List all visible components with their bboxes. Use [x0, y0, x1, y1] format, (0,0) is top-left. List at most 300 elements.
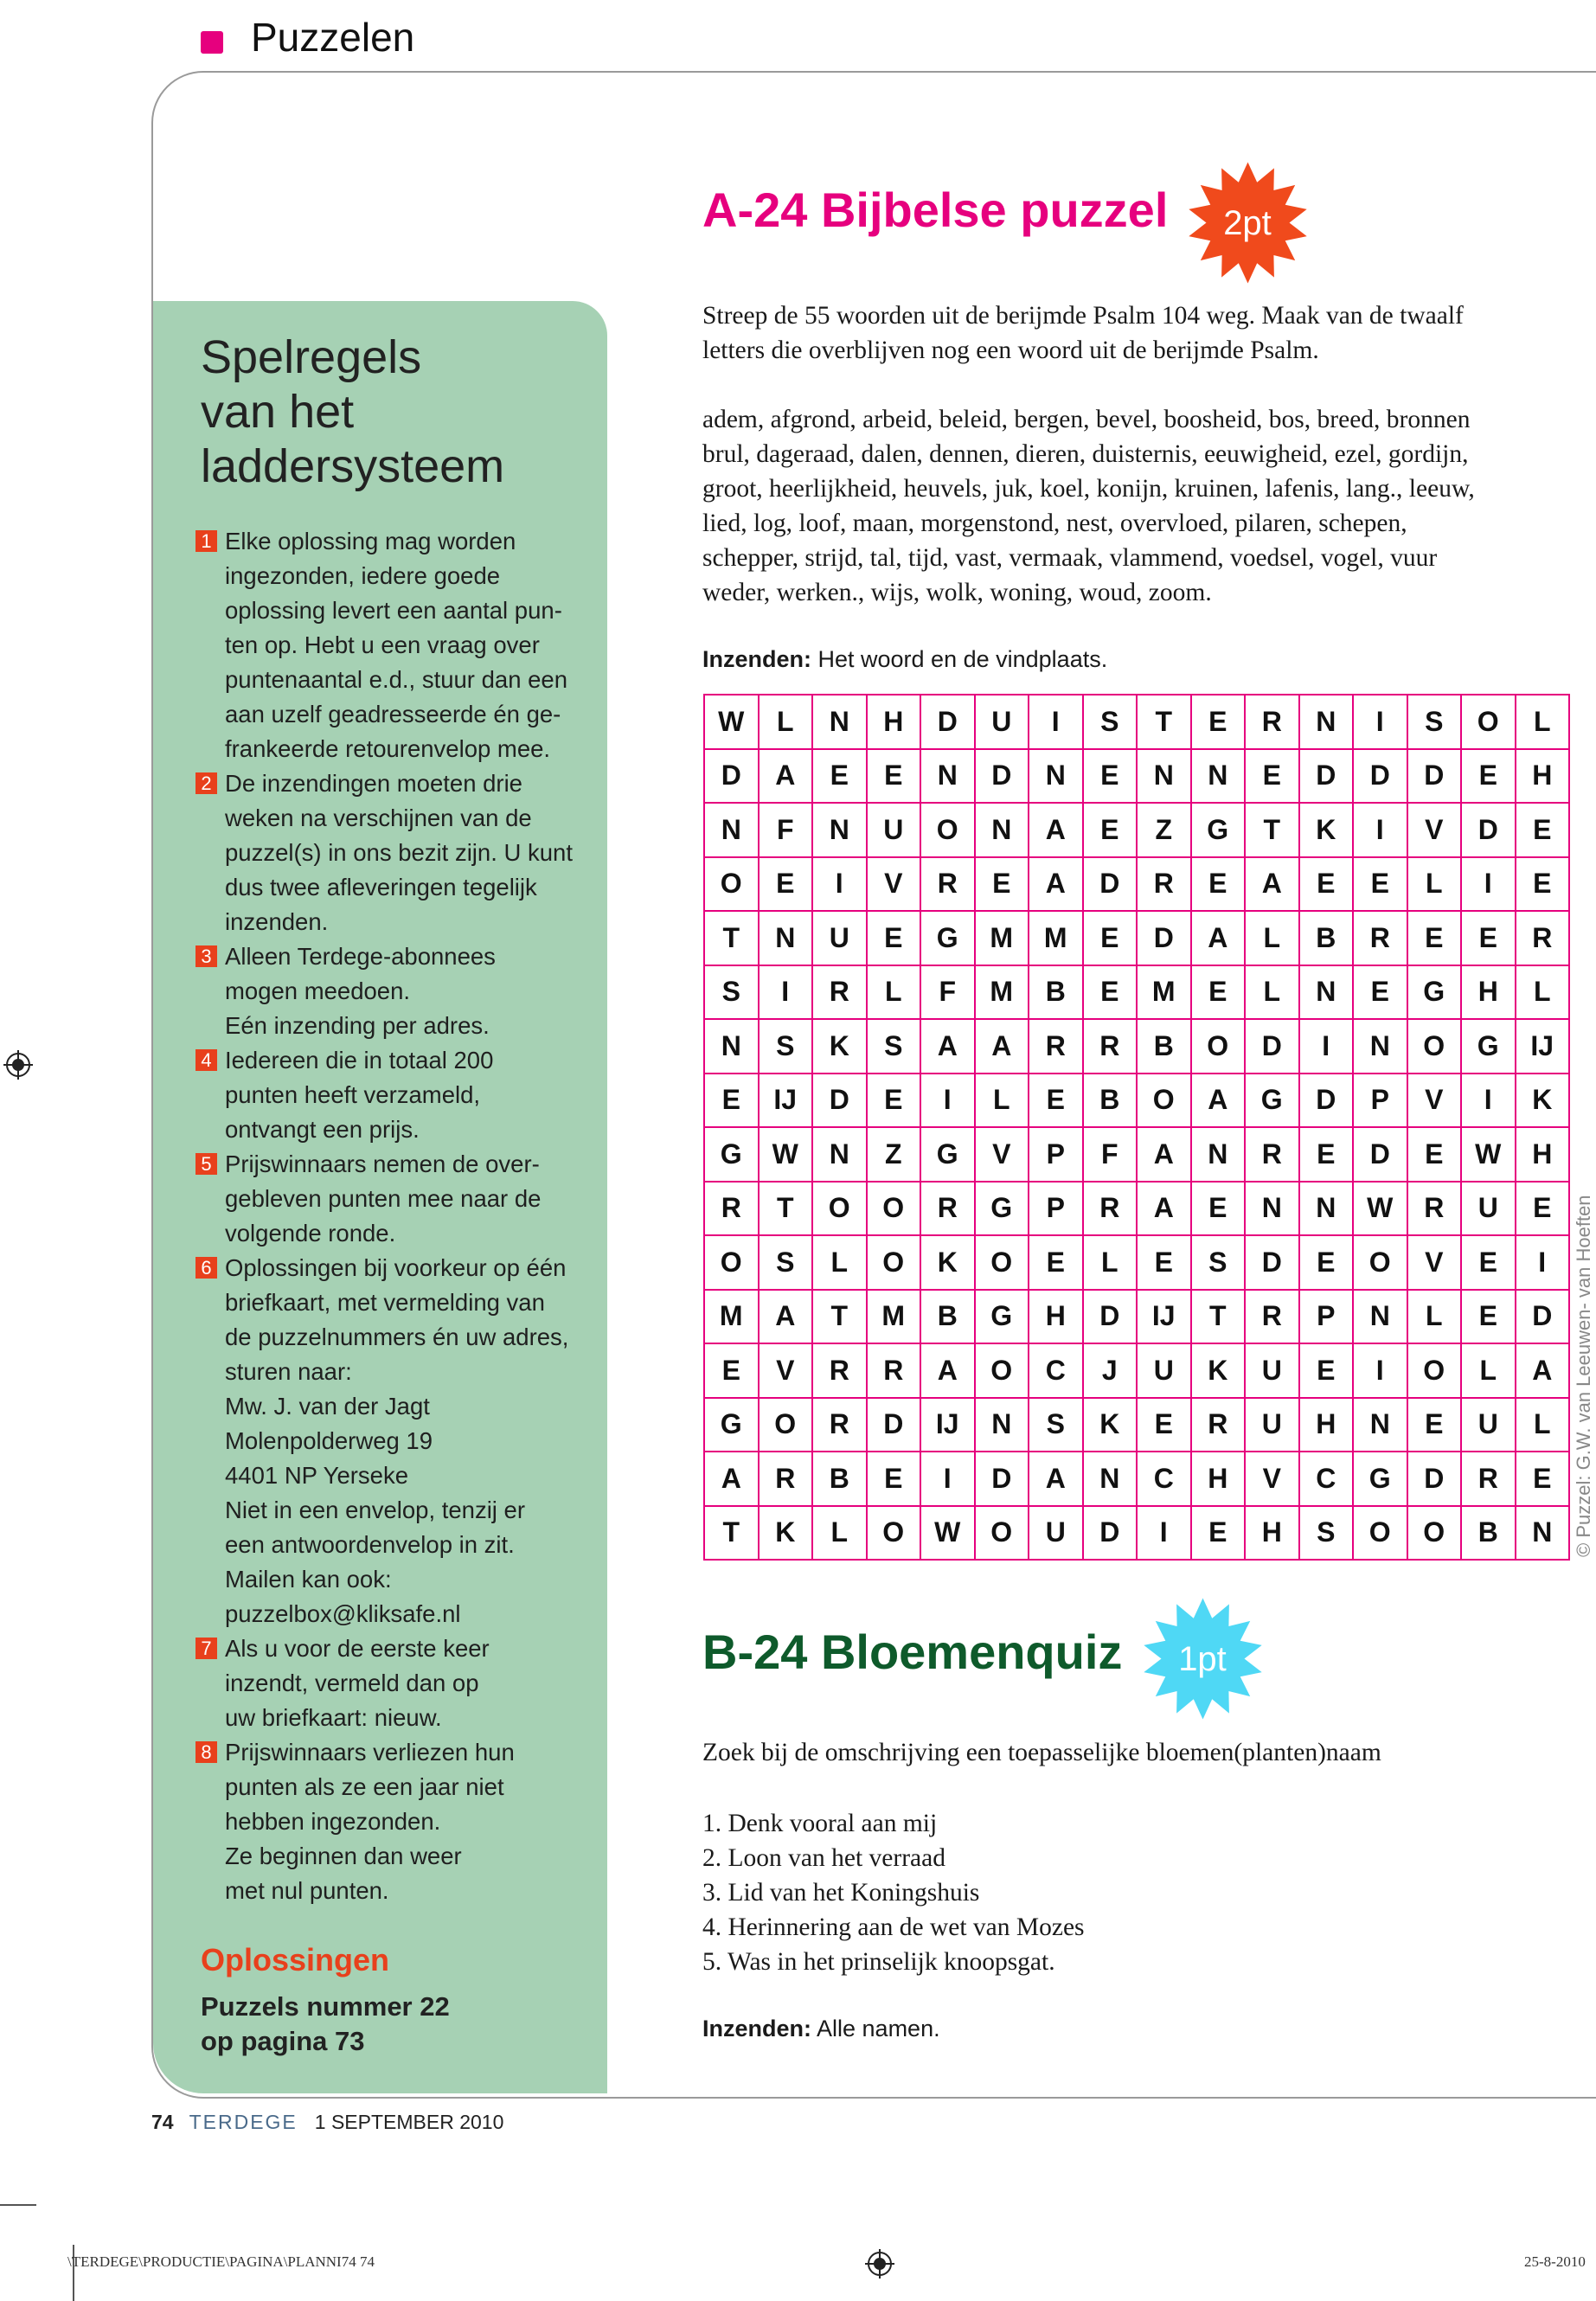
grid-cell[interactable]: A	[1516, 1343, 1570, 1398]
grid-row	[704, 1019, 1569, 1074]
grid-cell[interactable]: Z	[867, 1127, 921, 1182]
grid-cell[interactable]: E	[1191, 1182, 1246, 1236]
grid-cell[interactable]: IJ	[1137, 1290, 1191, 1344]
grid-cell[interactable]: A	[1137, 1127, 1191, 1182]
grid-cell[interactable]: P	[1299, 1290, 1354, 1344]
grid-cell[interactable]: R	[1245, 695, 1299, 749]
grid-cell[interactable]: G	[1245, 1074, 1299, 1128]
grid-cell[interactable]: W	[1353, 1182, 1407, 1236]
grid-cell[interactable]: U	[1461, 1398, 1516, 1452]
grid-row	[704, 857, 1569, 912]
grid-cell[interactable]: K	[1516, 1074, 1570, 1128]
grid-cell[interactable]: G	[704, 1398, 759, 1452]
sidebar-title-line: Spelregels	[201, 331, 422, 383]
rule-number: 5	[195, 1153, 217, 1175]
grid-cell[interactable]: V	[1407, 803, 1462, 857]
grid-cell[interactable]: O	[920, 803, 975, 857]
grid-cell[interactable]: D	[1407, 1452, 1462, 1506]
grid-cell[interactable]: F	[1083, 1127, 1138, 1182]
grid-cell[interactable]: M	[975, 965, 1029, 1020]
grid-cell[interactable]: N	[704, 803, 759, 857]
grid-cell[interactable]: S	[1299, 1506, 1354, 1561]
grid-row	[704, 1452, 1569, 1506]
grid-cell[interactable]: K	[759, 1506, 813, 1561]
grid-cell[interactable]: L	[812, 1235, 867, 1290]
grid-cell[interactable]: L	[1516, 695, 1570, 749]
grid-cell[interactable]: R	[920, 857, 975, 912]
rule-text-line: hebben ingezonden.	[225, 1808, 441, 1835]
grid-cell[interactable]: O	[812, 1182, 867, 1236]
grid-cell[interactable]: R	[1516, 911, 1570, 965]
rule-item	[195, 1735, 576, 1908]
grid-cell[interactable]: T	[1191, 1290, 1246, 1344]
grid-cell[interactable]: R	[812, 965, 867, 1020]
grid-cell[interactable]: E	[1299, 1127, 1354, 1182]
grid-cell[interactable]: N	[704, 1019, 759, 1074]
grid-cell[interactable]: H	[1245, 1506, 1299, 1561]
grid-cell[interactable]: D	[1245, 1019, 1299, 1074]
grid-cell[interactable]: O	[1191, 1019, 1246, 1074]
rule-text-line: uw briefkaart: nieuw.	[225, 1704, 442, 1731]
grid-cell[interactable]: L	[1083, 1235, 1138, 1290]
grid-cell[interactable]: E	[1029, 1235, 1083, 1290]
grid-cell[interactable]: I	[1137, 1506, 1191, 1561]
grid-cell[interactable]: O	[1407, 1506, 1462, 1561]
grid-cell[interactable]: B	[812, 1452, 867, 1506]
grid-cell[interactable]: S	[1083, 695, 1138, 749]
grid-cell[interactable]: G	[1353, 1452, 1407, 1506]
grid-cell[interactable]: L	[759, 695, 813, 749]
grid-cell[interactable]: S	[1029, 1398, 1083, 1452]
grid-cell[interactable]: E	[867, 749, 921, 804]
grid-cell[interactable]: T	[812, 1290, 867, 1344]
grid-cell[interactable]: A	[1191, 1074, 1246, 1128]
grid-cell[interactable]: A	[920, 1019, 975, 1074]
grid-cell[interactable]: U	[1029, 1506, 1083, 1561]
grid-cell[interactable]: H	[1299, 1398, 1354, 1452]
grid-cell[interactable]: L	[1245, 911, 1299, 965]
grid-cell[interactable]: M	[704, 1290, 759, 1344]
grid-cell[interactable]: A	[1245, 857, 1299, 912]
puzzle-b-inzenden	[702, 2016, 940, 2042]
grid-cell[interactable]: I	[1299, 1019, 1354, 1074]
rule-text-line: Elke oplossing mag worden	[225, 528, 516, 554]
registration-mark-icon	[3, 1050, 33, 1080]
grid-cell[interactable]: C	[1299, 1452, 1354, 1506]
rule-text-line: inzenden.	[225, 908, 329, 935]
grid-cell[interactable]: E	[867, 1074, 921, 1128]
grid-cell[interactable]: O	[1137, 1074, 1191, 1128]
grid-cell[interactable]: E	[1407, 1398, 1462, 1452]
grid-cell[interactable]: E	[704, 1074, 759, 1128]
grid-cell[interactable]: U	[867, 803, 921, 857]
grid-cell[interactable]: B	[1461, 1506, 1516, 1561]
grid-cell[interactable]: L	[1407, 857, 1462, 912]
grid-cell[interactable]: R	[1137, 857, 1191, 912]
grid-cell[interactable]: E	[1191, 965, 1246, 1020]
grid-cell[interactable]: G	[704, 1127, 759, 1182]
grid-cell[interactable]: R	[1245, 1127, 1299, 1182]
grid-cell[interactable]: E	[1516, 1452, 1570, 1506]
grid-cell[interactable]: E	[1299, 1343, 1354, 1398]
grid-cell[interactable]: I	[920, 1452, 975, 1506]
grid-cell[interactable]: O	[704, 857, 759, 912]
grid-cell[interactable]: C	[1137, 1452, 1191, 1506]
grid-cell[interactable]: O	[975, 1506, 1029, 1561]
quiz-item: 1. Denk vooral aan mij	[702, 1810, 938, 1837]
grid-cell[interactable]: N	[1516, 1506, 1570, 1561]
grid-cell[interactable]: T	[704, 1506, 759, 1561]
grid-cell[interactable]: S	[1191, 1235, 1246, 1290]
grid-cell[interactable]: E	[1137, 1235, 1191, 1290]
rule-text-line: volgende ronde.	[225, 1220, 396, 1247]
grid-cell[interactable]: O	[1353, 1506, 1407, 1561]
grid-cell[interactable]: B	[920, 1290, 975, 1344]
grid-cell[interactable]: E	[1245, 749, 1299, 804]
grid-cell[interactable]: E	[1299, 857, 1354, 912]
grid-cell[interactable]: H	[1029, 1290, 1083, 1344]
grid-cell[interactable]: E	[1353, 857, 1407, 912]
grid-cell[interactable]: O	[759, 1398, 813, 1452]
grid-cell[interactable]: E	[812, 749, 867, 804]
grid-cell[interactable]: M	[1137, 965, 1191, 1020]
grid-cell[interactable]: A	[1191, 911, 1246, 965]
grid-cell[interactable]: O	[867, 1182, 921, 1236]
word-list-line: lied, log, loof, maan, morgenstond, nest, overvloed, pilaren, schepen,	[702, 510, 1407, 537]
grid-cell[interactable]: N	[920, 749, 975, 804]
grid-cell[interactable]: E	[1137, 1398, 1191, 1452]
grid-cell[interactable]: I	[920, 1074, 975, 1128]
grid-cell[interactable]: N	[1353, 1019, 1407, 1074]
grid-cell[interactable]: I	[1461, 1074, 1516, 1128]
grid-cell[interactable]: M	[975, 911, 1029, 965]
grid-cell[interactable]: G	[975, 1290, 1029, 1344]
grid-cell[interactable]: A	[759, 1290, 813, 1344]
grid-cell[interactable]: R	[1245, 1290, 1299, 1344]
rule-text-line: Molenpolderweg 19	[225, 1427, 433, 1454]
grid-cell[interactable]: R	[759, 1452, 813, 1506]
grid-cell[interactable]: D	[1299, 749, 1354, 804]
grid-cell[interactable]: O	[975, 1235, 1029, 1290]
grid-cell[interactable]: H	[1516, 1127, 1570, 1182]
section-title: Puzzelen	[251, 15, 415, 60]
grid-cell[interactable]: W	[704, 695, 759, 749]
grid-cell[interactable]: D	[1353, 749, 1407, 804]
grid-cell[interactable]: O	[867, 1235, 921, 1290]
grid-cell[interactable]: U	[1137, 1343, 1191, 1398]
grid-cell[interactable]: B	[1083, 1074, 1138, 1128]
grid-cell[interactable]: O	[1407, 1343, 1462, 1398]
grid-cell[interactable]: D	[1353, 1127, 1407, 1182]
grid-cell[interactable]: L	[1516, 1398, 1570, 1452]
grid-cell[interactable]: D	[920, 695, 975, 749]
grid-cell[interactable]: S	[759, 1235, 813, 1290]
grid-cell[interactable]: E	[867, 1452, 921, 1506]
print-date: 25-8-2010	[1524, 2253, 1586, 2270]
grid-cell[interactable]: E	[1353, 965, 1407, 1020]
grid-cell[interactable]: D	[975, 749, 1029, 804]
grid-cell[interactable]: N	[1191, 749, 1246, 804]
grid-cell[interactable]: W	[920, 1506, 975, 1561]
grid-cell[interactable]: B	[1029, 965, 1083, 1020]
grid-row	[704, 1235, 1569, 1290]
grid-cell[interactable]: E	[759, 857, 813, 912]
grid-cell[interactable]: E	[1461, 911, 1516, 965]
grid-cell[interactable]: N	[1353, 1398, 1407, 1452]
grid-cell[interactable]: V	[759, 1343, 813, 1398]
grid-cell[interactable]: I	[1353, 695, 1407, 749]
rule-text-line: de puzzelnummers én uw adres,	[225, 1324, 569, 1350]
grid-cell[interactable]: F	[920, 965, 975, 1020]
grid-cell[interactable]: P	[1353, 1074, 1407, 1128]
rule-text-line: Ze beginnen dan weer	[225, 1843, 462, 1869]
grid-cell[interactable]: I	[759, 965, 813, 1020]
grid-cell[interactable]: I	[1461, 857, 1516, 912]
grid-cell[interactable]: J	[1083, 1343, 1138, 1398]
grid-cell[interactable]: G	[1461, 1019, 1516, 1074]
grid-cell[interactable]: T	[1137, 695, 1191, 749]
grid-cell[interactable]: R	[812, 1398, 867, 1452]
grid-cell[interactable]: R	[1191, 1398, 1246, 1452]
grid-cell[interactable]: E	[1516, 1182, 1570, 1236]
grid-cell[interactable]: D	[1516, 1290, 1570, 1344]
grid-cell[interactable]: A	[1029, 857, 1083, 912]
grid-cell[interactable]: E	[1461, 1235, 1516, 1290]
grid-cell[interactable]: M	[1029, 911, 1083, 965]
grid-cell[interactable]: D	[1245, 1235, 1299, 1290]
grid-cell[interactable]: D	[1083, 1506, 1138, 1561]
grid-cell[interactable]: E	[1516, 803, 1570, 857]
grid-cell[interactable]: V	[1245, 1452, 1299, 1506]
grid-cell[interactable]: S	[759, 1019, 813, 1074]
grid-cell[interactable]: D	[975, 1452, 1029, 1506]
grid-cell[interactable]: G	[1191, 803, 1246, 857]
grid-cell[interactable]: O	[867, 1506, 921, 1561]
grid-cell[interactable]: U	[1461, 1182, 1516, 1236]
grid-cell[interactable]: H	[1191, 1452, 1246, 1506]
grid-cell[interactable]: E	[975, 857, 1029, 912]
grid-cell[interactable]: R	[1029, 1019, 1083, 1074]
grid-cell[interactable]: T	[1245, 803, 1299, 857]
grid-cell[interactable]: H	[867, 695, 921, 749]
grid-cell[interactable]: N	[1191, 1127, 1246, 1182]
grid-cell[interactable]: I	[1353, 803, 1407, 857]
grid-cell[interactable]: K	[1191, 1343, 1246, 1398]
grid-cell[interactable]: U	[975, 695, 1029, 749]
puzzle-a-title: A-24 Bijbelse puzzel	[702, 183, 1169, 237]
grid-cell[interactable]: N	[1137, 749, 1191, 804]
grid-cell[interactable]: I	[812, 857, 867, 912]
grid-cell[interactable]: E	[704, 1343, 759, 1398]
grid-cell[interactable]: R	[704, 1182, 759, 1236]
grid-cell[interactable]: D	[867, 1398, 921, 1452]
grid-cell[interactable]: E	[1191, 857, 1246, 912]
grid-cell[interactable]: M	[867, 1290, 921, 1344]
grid-cell[interactable]: S	[867, 1019, 921, 1074]
grid-cell[interactable]: R	[1083, 1019, 1138, 1074]
grid-cell[interactable]: E	[1299, 1235, 1354, 1290]
grid-cell[interactable]: N	[1299, 1182, 1354, 1236]
grid-cell[interactable]: E	[1083, 911, 1138, 965]
grid-cell[interactable]: G	[920, 911, 975, 965]
grid-cell[interactable]: D	[1083, 1290, 1138, 1344]
grid-cell[interactable]: R	[1353, 911, 1407, 965]
grid-cell[interactable]: IJ	[920, 1398, 975, 1452]
grid-cell[interactable]: O	[975, 1343, 1029, 1398]
grid-cell[interactable]: V	[1407, 1235, 1462, 1290]
grid-row	[704, 1074, 1569, 1128]
grid-cell[interactable]: P	[1029, 1127, 1083, 1182]
puzzle-b-questions	[702, 1806, 1085, 1979]
grid-cell[interactable]: C	[1029, 1343, 1083, 1398]
grid-cell[interactable]: A	[704, 1452, 759, 1506]
grid-cell[interactable]: E	[1083, 803, 1138, 857]
grid-cell[interactable]: F	[759, 803, 813, 857]
grid-cell[interactable]: K	[920, 1235, 975, 1290]
grid-cell[interactable]: N	[812, 803, 867, 857]
grid-cell[interactable]: W	[759, 1127, 813, 1182]
grid-cell[interactable]: S	[1407, 695, 1462, 749]
issue-date: 1 SEPTEMBER 2010	[314, 2111, 504, 2133]
grid-cell[interactable]: Z	[1137, 803, 1191, 857]
grid-cell[interactable]: N	[1083, 1452, 1138, 1506]
rule-text-line: gebleven punten mee naar de	[225, 1185, 542, 1212]
grid-cell[interactable]: W	[1461, 1127, 1516, 1182]
grid-cell[interactable]: I	[1353, 1343, 1407, 1398]
grid-cell[interactable]: S	[704, 965, 759, 1020]
grid-cell[interactable]: A	[1029, 1452, 1083, 1506]
grid-cell[interactable]: D	[704, 749, 759, 804]
grid-cell[interactable]: I	[1516, 1235, 1570, 1290]
grid-cell[interactable]: R	[812, 1343, 867, 1398]
grid-cell[interactable]: L	[1461, 1343, 1516, 1398]
rule-number: 1	[195, 530, 217, 552]
grid-cell[interactable]: L	[1407, 1290, 1462, 1344]
grid-cell[interactable]: I	[1029, 695, 1083, 749]
grid-cell[interactable]: A	[759, 749, 813, 804]
grid-cell[interactable]: N	[975, 1398, 1029, 1452]
grid-cell[interactable]: N	[975, 803, 1029, 857]
grid-cell[interactable]: IJ	[759, 1074, 813, 1128]
rule-number: 6	[195, 1257, 217, 1279]
grid-cell[interactable]: O	[704, 1235, 759, 1290]
inzenden-label: Inzenden:	[702, 646, 811, 672]
grid-cell[interactable]: G	[975, 1182, 1029, 1236]
grid-cell[interactable]: A	[920, 1343, 975, 1398]
grid-cell[interactable]: E	[1191, 1506, 1246, 1561]
grid-cell[interactable]: K	[812, 1019, 867, 1074]
grid-cell[interactable]: N	[1299, 695, 1354, 749]
grid-cell[interactable]: E	[1461, 749, 1516, 804]
grid-cell[interactable]: U	[1245, 1343, 1299, 1398]
sidebar-title-line: van het	[201, 386, 355, 438]
puzzle-a-points: 2pt	[1223, 204, 1272, 242]
grid-cell[interactable]: E	[1407, 911, 1462, 965]
grid-cell[interactable]: R	[1407, 1182, 1462, 1236]
grid-cell[interactable]: L	[1516, 965, 1570, 1020]
quiz-item: 5. Was in het prinselijk knoopsgat.	[702, 1948, 1055, 1976]
grid-cell[interactable]: K	[1299, 803, 1354, 857]
puzzle-b-points-badge	[1140, 1596, 1266, 1721]
oplossingen-reference	[201, 1990, 450, 2059]
grid-cell[interactable]: U	[1245, 1398, 1299, 1452]
grid-cell[interactable]: U	[812, 911, 867, 965]
grid-cell[interactable]: E	[1083, 749, 1138, 804]
grid-cell[interactable]: N	[1353, 1290, 1407, 1344]
grid-cell[interactable]: E	[867, 911, 921, 965]
grid-cell[interactable]: H	[1461, 965, 1516, 1020]
grid-cell[interactable]: O	[1461, 695, 1516, 749]
grid-cell[interactable]: D	[1083, 857, 1138, 912]
grid-cell[interactable]: E	[1516, 857, 1570, 912]
grid-cell[interactable]: B	[1299, 911, 1354, 965]
quiz-item: 2. Loon van het verraad	[702, 1844, 945, 1872]
grid-cell[interactable]: A	[1137, 1182, 1191, 1236]
grid-cell[interactable]: V	[867, 857, 921, 912]
section-marker	[201, 31, 223, 54]
grid-cell[interactable]: R	[1461, 1452, 1516, 1506]
rule-text-line: Niet in een envelop, tenzij er	[225, 1497, 526, 1523]
grid-cell[interactable]: N	[759, 911, 813, 965]
grid-cell[interactable]: D	[1137, 911, 1191, 965]
grid-cell[interactable]: L	[867, 965, 921, 1020]
grid-cell[interactable]: B	[1137, 1019, 1191, 1074]
grid-cell[interactable]: K	[1083, 1398, 1138, 1452]
grid-cell[interactable]: T	[759, 1182, 813, 1236]
puzzle-a-inzenden	[702, 646, 1107, 673]
grid-cell[interactable]: L	[1245, 965, 1299, 1020]
rule-text-line: Alleen Terdege-abonnees	[225, 943, 496, 970]
rule-text-line: Als u voor de eerste keer	[225, 1635, 490, 1662]
grid-cell[interactable]: D	[1461, 803, 1516, 857]
grid-cell[interactable]: H	[1516, 749, 1570, 804]
grid-cell[interactable]: D	[1407, 749, 1462, 804]
grid-cell[interactable]: O	[1407, 1019, 1462, 1074]
grid-cell[interactable]: R	[1083, 1182, 1138, 1236]
grid-cell[interactable]: G	[1407, 965, 1462, 1020]
grid-cell[interactable]: L	[812, 1506, 867, 1561]
grid-cell[interactable]: N	[1299, 965, 1354, 1020]
grid-cell[interactable]: E	[1461, 1290, 1516, 1344]
grid-cell[interactable]: N	[1029, 749, 1083, 804]
grid-cell[interactable]: N	[1245, 1182, 1299, 1236]
page-footer	[151, 2111, 503, 2134]
grid-cell[interactable]: A	[975, 1019, 1029, 1074]
grid-cell[interactable]: A	[1029, 803, 1083, 857]
grid-cell[interactable]: D	[812, 1074, 867, 1128]
grid-cell[interactable]: R	[867, 1343, 921, 1398]
rules-list	[195, 524, 576, 1908]
grid-cell[interactable]: IJ	[1516, 1019, 1570, 1074]
rule-item	[195, 1147, 576, 1251]
grid-row	[704, 965, 1569, 1020]
grid-cell[interactable]: G	[920, 1127, 975, 1182]
grid-cell[interactable]: V	[975, 1127, 1029, 1182]
grid-cell[interactable]: L	[975, 1074, 1029, 1128]
grid-cell[interactable]: E	[1407, 1127, 1462, 1182]
grid-cell[interactable]: E	[1083, 965, 1138, 1020]
grid-cell[interactable]: R	[920, 1182, 975, 1236]
grid-cell[interactable]: D	[1299, 1074, 1354, 1128]
grid-cell[interactable]: V	[1407, 1074, 1462, 1128]
grid-cell[interactable]: P	[1029, 1182, 1083, 1236]
grid-cell[interactable]: E	[1029, 1074, 1083, 1128]
grid-cell[interactable]: N	[812, 695, 867, 749]
grid-cell[interactable]: N	[812, 1127, 867, 1182]
grid-cell[interactable]: E	[1191, 695, 1246, 749]
grid-cell[interactable]: O	[1353, 1235, 1407, 1290]
grid-cell[interactable]: T	[704, 911, 759, 965]
